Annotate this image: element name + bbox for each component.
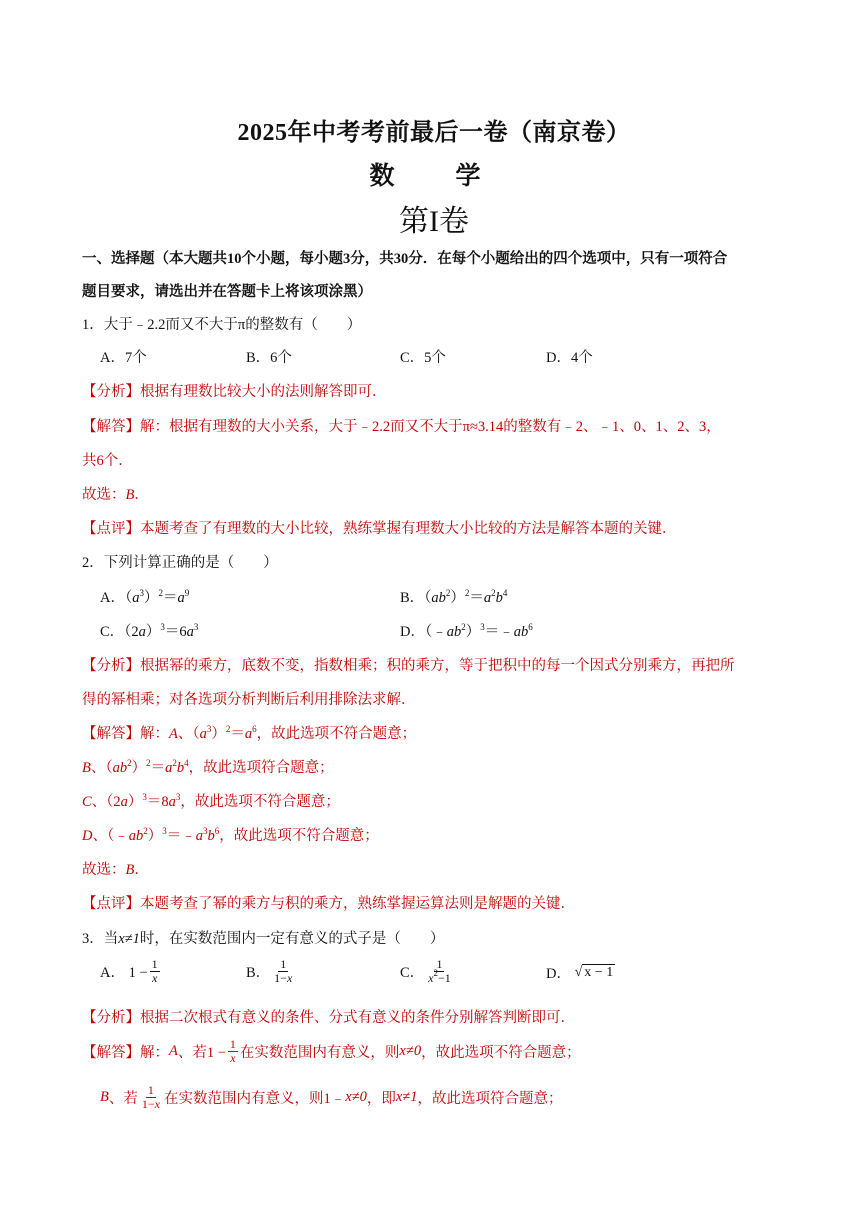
q1-analysis: 【分析】根据有理数比较大小的法则解答即可．: [82, 384, 387, 400]
q3-analysis: 【分析】根据二次根式有意义的条件、分式有意义的条件分别解答判断即可．: [82, 1010, 575, 1026]
q2-stem: 2．下列计算正确的是（ ）: [82, 555, 278, 571]
page-title: 2025年中考考前最后一卷（南京卷）: [237, 120, 631, 146]
section-instruction-line1: 一、选择题（本大题共10个小题，每小题3分，共30分．在每个小题给出的四个选项中，只有一项符合: [82, 251, 728, 267]
q3-option-d: D． √ x − 1: [546, 964, 614, 982]
q1-choice-suffix: ．: [134, 487, 149, 503]
q2-option-c: C．$(2a)^3=6a^3$: [100, 622, 199, 640]
subject-heading: 数 学: [369, 163, 499, 190]
q1-choice: [82, 483, 149, 504]
q2-option-b: B．$(ab^2)^2=a^2b^4$: [400, 588, 508, 606]
q1-stem: 1．大于﹣2.2而又不大于π的整数有（ ）: [82, 317, 362, 333]
section-instruction-line2: 题目要求，请选出并在答题卡上将该项涂黑）: [82, 284, 372, 300]
q1-option-b: B．6个: [246, 350, 292, 366]
q1-comment: 【点评】本题考查了有理数的大小比较，熟练掌握有理数大小比较的方法是解答本题的关键．: [82, 521, 677, 537]
q3-stem: 3．当x≠1时，在实数范围内一定有意义的式子是（ ）: [82, 931, 445, 947]
q1-choice-letter: B: [125, 487, 135, 503]
q3-option-b: B． $\frac{1}{1-x}$: [246, 957, 293, 985]
volume-heading: 第I卷: [399, 205, 469, 238]
q2-answer-a: 【解答】解：A、$(a^3)^2=a^6$，故此选项不符合题意；: [82, 724, 417, 742]
q2-option-d: D．$(﹣ab^2)^3=﹣ab^6$: [400, 622, 533, 640]
q3-option-a: A． 1 − $\frac{1}{x}$: [100, 957, 158, 985]
q2-comment: 【点评】本题考查了幂的乘方与积的乘方，熟练掌握运算法则是解题的关键．: [82, 896, 575, 912]
q1-answer-line2: 共6个．: [82, 453, 133, 469]
q2-option-a: A．$(a^3)^2=a^9$: [100, 588, 190, 606]
q2-choice: 故选：B．: [82, 862, 149, 878]
q1-answer-line1: 【解答】解：根据有理数的大小关系，大于﹣2.2而又不大于π≈3.14的整数有﹣2、﹣1、0、1、2、3，: [82, 419, 721, 435]
q3-option-c: C． $\frac{1}{x^2-1}$: [400, 957, 451, 985]
q3-answer-a: 【解答】解： A 、若1 − $\frac{1}{x}$ 在实数范围内有意义，则 x≠0 ，故此选项不符合题意；: [82, 1037, 581, 1065]
q2-answer-d: D、$(﹣ab^2)^3=﹣a^3b^6$，故此选项不符合题意；: [82, 826, 379, 844]
q2-analysis-line1: 【分析】根据幂的乘方，底数不变，指数相乘；积的乘方，等于把积中的每一个因式分别乘方，再把所: [82, 658, 735, 674]
q2-analysis-line2: 得的幂相乘；对各选项分析判断后利用排除法求解．: [82, 692, 416, 708]
q1-option-a: A．7个: [100, 350, 147, 366]
q2-answer-b: B、$(ab^2)^2=a^2b^4$，故此选项符合题意；: [82, 758, 334, 776]
q1-option-d: D．4个: [546, 350, 593, 366]
q1-choice-prefix: 故选：: [82, 487, 126, 503]
q1-option-c: C．5个: [400, 350, 446, 366]
q3-answer-b: B 、若 $\frac{1}{1-x}$ 在实数范围内有意义，则1﹣ x≠0 ，即 x≠1 ，故此选项符合题意；: [100, 1083, 563, 1111]
q2-answer-c: C、$(2a)^3=8a^3$，故此选项不符合题意；: [82, 792, 340, 810]
